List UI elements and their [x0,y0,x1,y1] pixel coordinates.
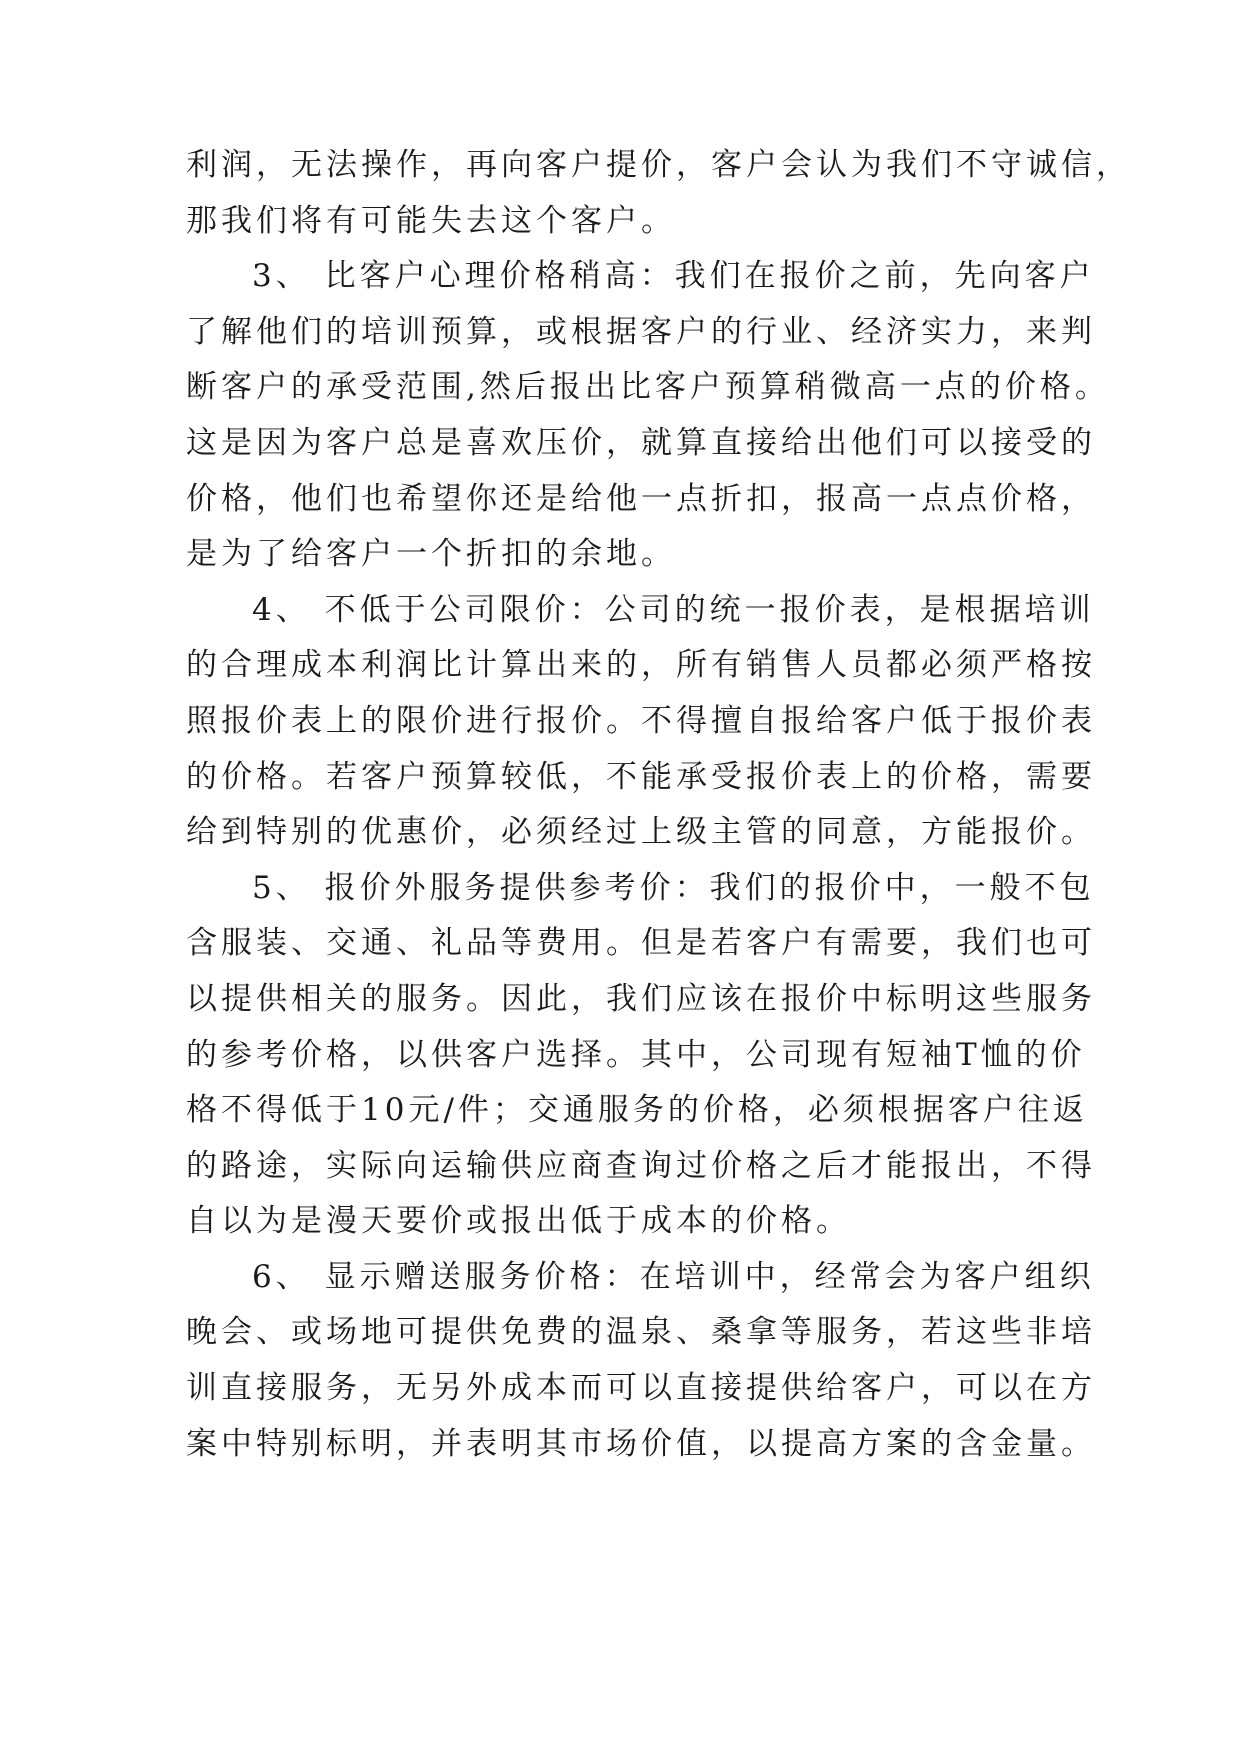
text-line: 照报价表上的限价进行报价。不得擅自报给客户低于报价表 [186,702,1096,739]
paragraph-item-6 [186,1250,1096,1472]
text-line: 的合理成本利润比计算出来的，所有销售人员都必须严格按 [186,647,1096,684]
text-line: 6、 显示赠送服务价格：在培训中，经常会为客户组织 [252,1258,1095,1295]
text-line: 的参考价格，以供客户选择。其中，公司现有短袖T恤的价 [186,1036,1086,1073]
paragraph-item-5 [186,861,1096,1250]
text-line: 4、 不低于公司限价：公司的统一报价表，是根据培训 [252,591,1095,628]
text-line: 的路途，实际向运输供应商查询过价格之后才能报出，不得 [186,1147,1096,1184]
text-line: 利润，无法操作，再向客户提价，客户会认为我们不守诚信， [186,147,1131,183]
text-line: 是为了给客户一个折扣的余地。 [186,536,676,573]
body-text [186,138,1131,1472]
paragraph-item-4 [186,583,1096,861]
text-line: 价格，他们也希望你还是给他一点折扣，报高一点点价格， [186,480,1096,517]
text-line: 那我们将有可能失去这个客户。 [186,202,676,239]
paragraph-intro-tail [186,138,1131,249]
text-line: 了解他们的培训预算，或根据客户的行业、经济实力，来判 [186,313,1096,350]
text-line: 这是因为客户总是喜欢压价，就算直接给出他们可以接受的 [186,424,1096,461]
text-line: 5、 报价外服务提供参考价：我们的报价中，一般不包 [252,869,1095,906]
paragraph-item-3 [186,249,1110,583]
text-line: 自以为是漫天要价或报出低于成本的价格。 [186,1203,851,1240]
text-line: 的价格。若客户预算较低，不能承受报价表上的价格，需要 [186,758,1096,795]
text-line: 含服装、交通、礼品等费用。但是若客户有需要，我们也可 [186,925,1096,962]
text-line: 晚会、或场地可提供免费的温泉、桑拿等服务，若这些非培 [186,1314,1096,1351]
text-line: 以提供相关的服务。因此，我们应该在报价中标明这些服务 [186,980,1096,1017]
text-line: 3、 比客户心理价格稍高：我们在报价之前，先向客户 [252,258,1095,295]
text-line: 断客户的承受范围,然后报出比客户预算稍微高一点的价格。 [186,369,1110,406]
text-line: 训直接服务，无另外成本而可以直接提供给客户，可以在方 [186,1370,1096,1407]
text-line: 格不得低于10元/件；交通服务的价格，必须根据客户往返 [186,1092,1088,1129]
text-line: 案中特别标明，并表明其市场价值，以提高方案的含金量。 [186,1425,1096,1462]
text-line: 给到特别的优惠价，必须经过上级主管的同意，方能报价。 [186,814,1096,851]
